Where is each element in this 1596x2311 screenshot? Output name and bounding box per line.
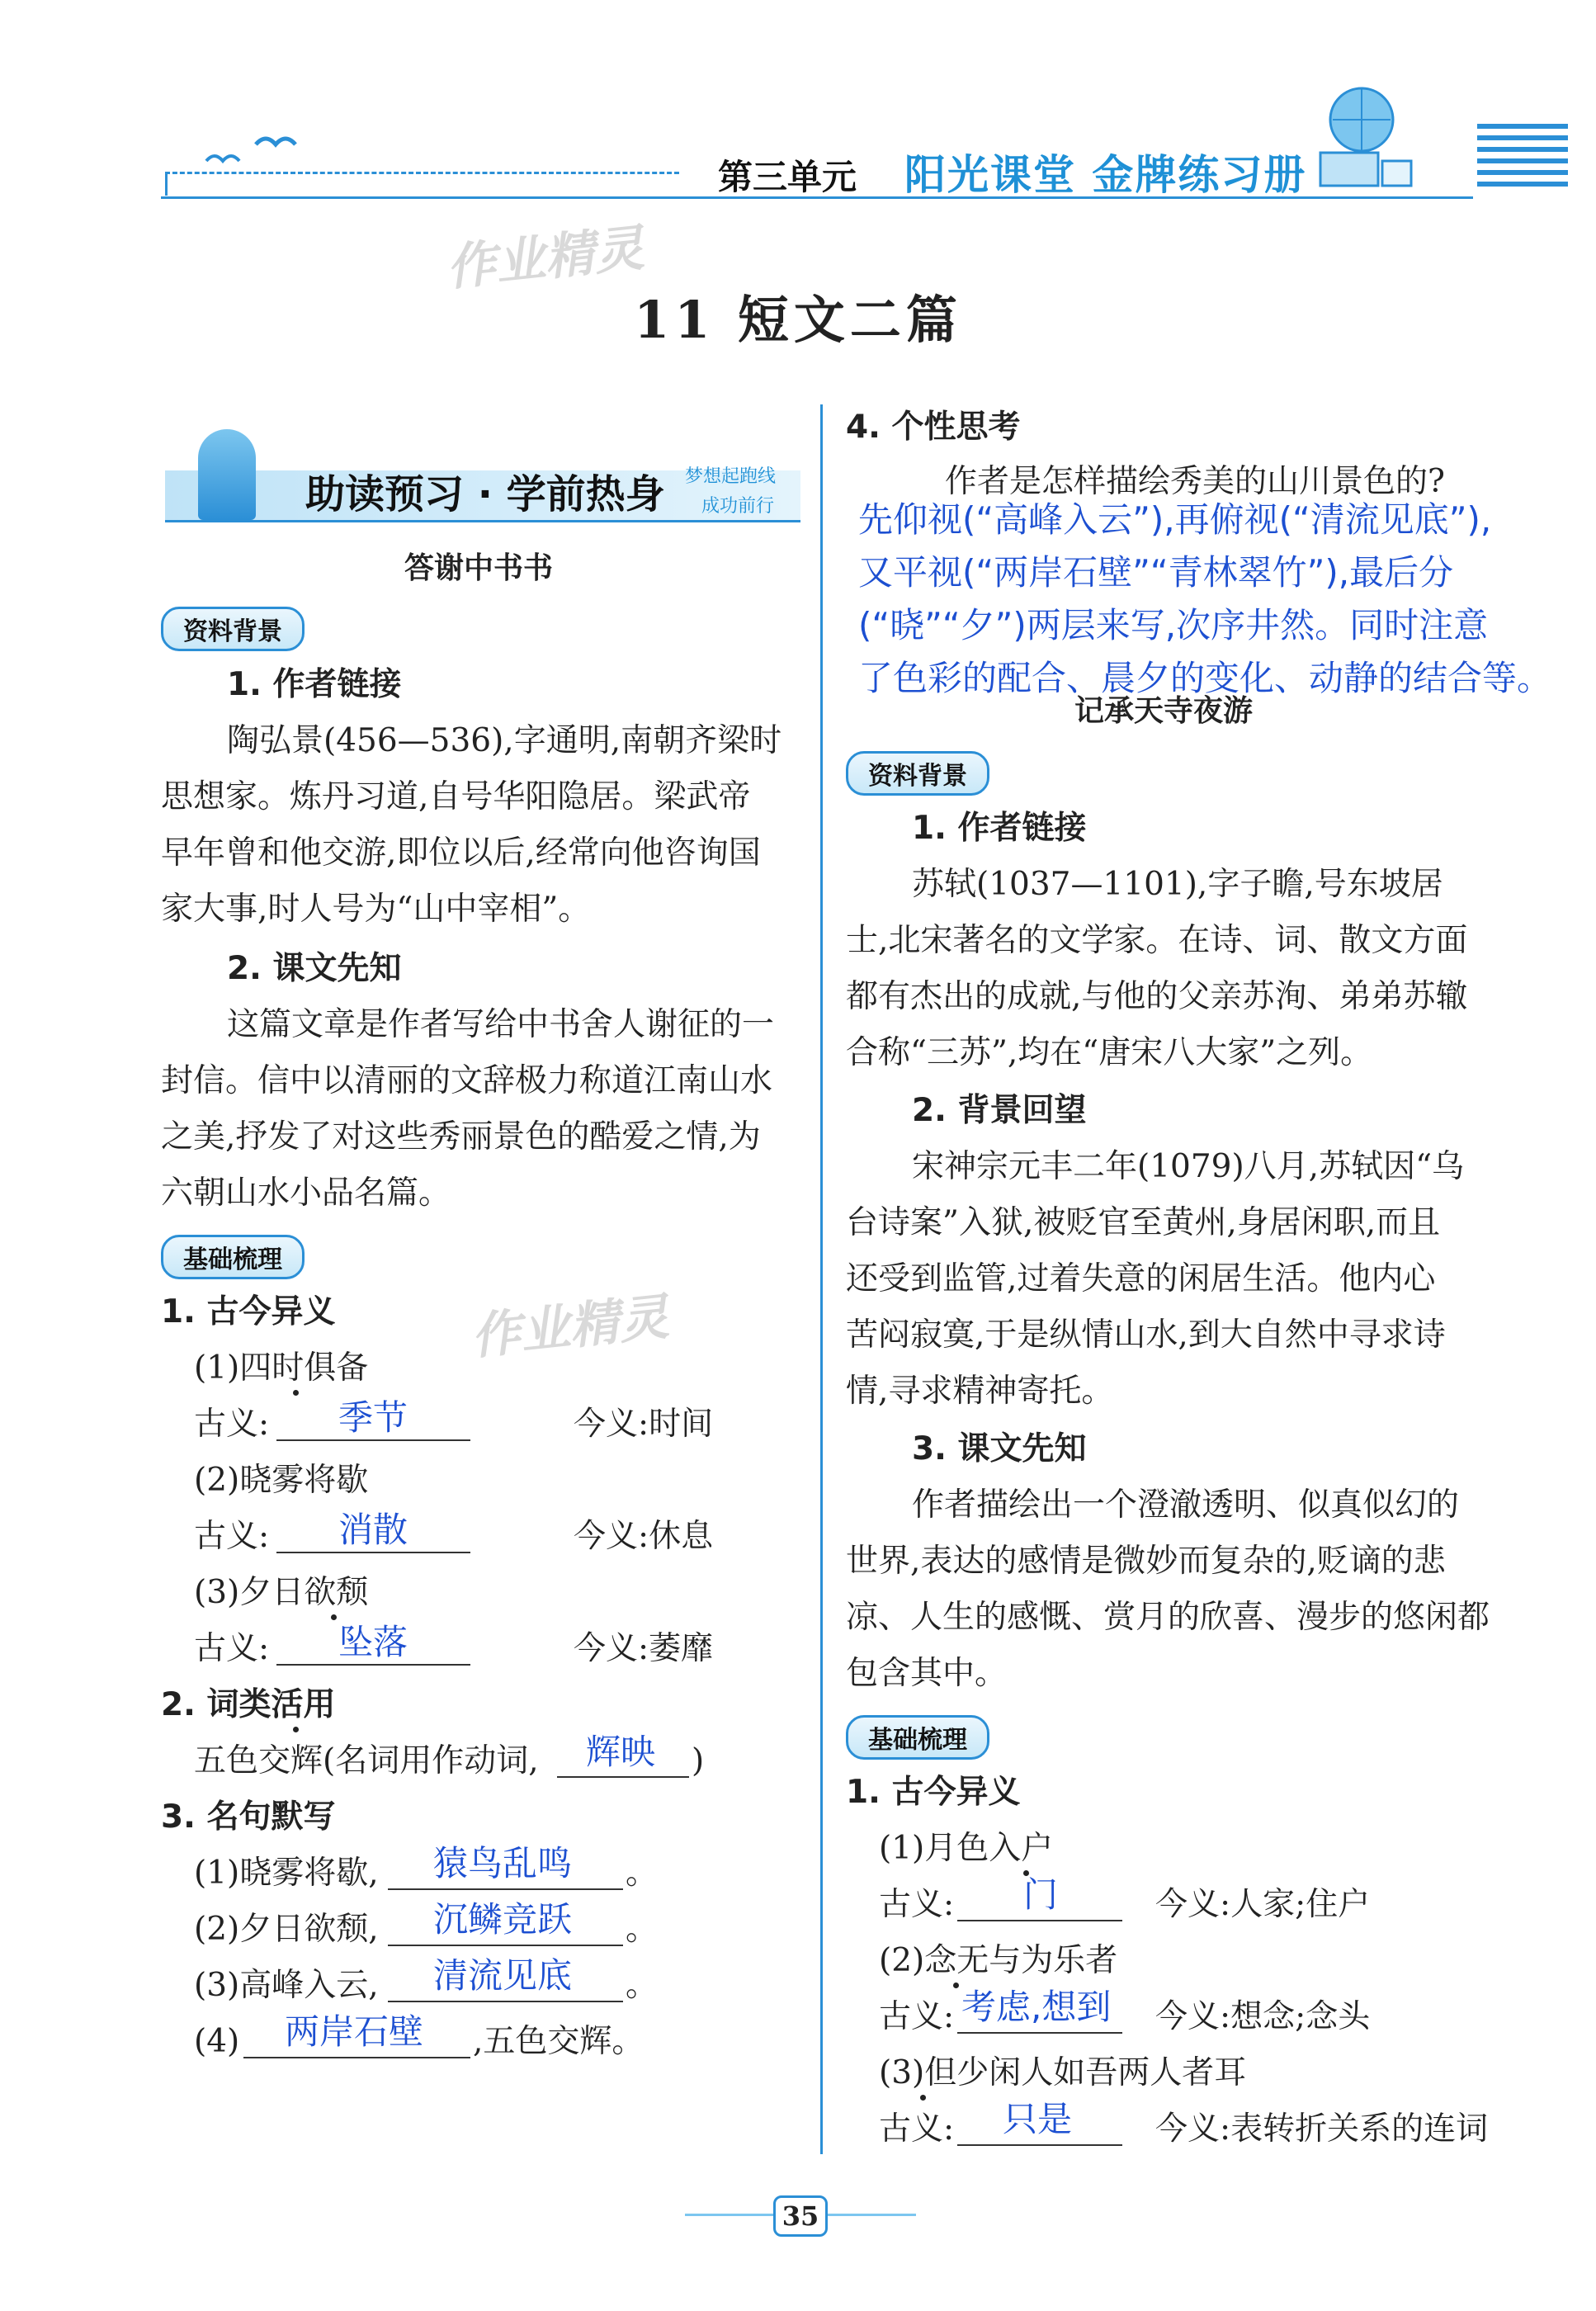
q2-heading: 2. 词类活用 — [161, 1686, 336, 1723]
answer-underline — [957, 1920, 1122, 1921]
answer-underline — [957, 2144, 1122, 2146]
author-paragraph-2: 苏轼(1037—1101),字子瞻,号东坡居 士,北宋著名的文学家。在诗、词、散文方面 都有杰出的成就,与他的父亲苏洵、弟弟苏辙 合称“三苏”,均在“唐宋八大家”之列。 — [846, 866, 1468, 1071]
author-paragraph: 陶弘景(456—536),字通明,南朝齐梁时 思想家。炼丹习道,自号华阳隐居。梁武帝 早年曾和他交游,即位以后,经常向他咨询国 家大事,时人号为“山中宰相”。 — [161, 722, 782, 928]
know-heading: 2. 课文先知 — [227, 950, 402, 987]
q1-item-3-prefix: 古义: — [194, 1630, 270, 1667]
q1r-item-1-now: 今义:人家;住户 — [1155, 1886, 1371, 1923]
q1-item-3-answer: 坠落 — [338, 1622, 408, 1662]
banner-subtitle-2: 成功前行 — [701, 496, 775, 517]
answer-underline — [388, 1945, 623, 1946]
answer-underline — [557, 1776, 689, 1778]
banner-title: 助读预习 · 学前热身 — [305, 471, 665, 517]
emphasis-dot — [920, 2095, 926, 2101]
q1r-item-3-phrase: (3)但少闲人如吾两人者耳 — [879, 2054, 1247, 2091]
page-title: 11 短文二篇 — [634, 290, 962, 350]
q1r-item-1-prefix: 古义: — [879, 1886, 955, 1923]
answer-underline — [243, 2057, 470, 2058]
answer-underline — [276, 1439, 470, 1441]
text-title-2: 记承天寺夜游 — [1074, 694, 1253, 728]
emphasis-dot — [293, 1727, 299, 1732]
q1r-item-3-now: 今义:表转折关系的连词 — [1155, 2110, 1489, 2148]
q1-item-1-answer: 季节 — [338, 1397, 408, 1438]
q1-item-3-now: 今义:萎靡 — [574, 1630, 714, 1667]
answer-underline — [388, 2001, 623, 2002]
q4-question: 作者是怎样描绘秀美的山川景色的? — [945, 463, 1445, 500]
section-banner — [165, 429, 800, 520]
banner-subtitle-1: 梦想起跑线 — [685, 466, 777, 487]
bg-paragraph: 宋神宗元丰二年(1079)八月,苏轼因“乌 台诗案”入狱,被贬官至黄州,身居闲职,而且 还受到监管,过着失意的闲居生活。他内心 苦闷寂寞,于是纵情山水,到大自然中寻求诗 情,寻求精神寄托。 — [846, 1148, 1465, 1410]
q1-item-1-now: 今义:时间 — [574, 1406, 714, 1443]
q1-item-1-prefix: 古义: — [194, 1406, 270, 1443]
q1-item-2-phrase: (2)晓雾将歇 — [194, 1462, 369, 1499]
q1r-item-2-prefix: 古义: — [879, 1998, 955, 2035]
know-paragraph: 这篇文章是作者写给中书舍人谢征的一 封信。信中以清丽的文辞极力称道江南山水 之美,抒发了对这些秀丽景色的酷爱之情,为 六朝山水小品名篇。 — [161, 1006, 775, 1212]
q4-heading: 4. 个性思考 — [846, 409, 1021, 446]
header-unit: 第三单元 — [718, 157, 857, 197]
q1r-item-3-answer: 只是 — [1003, 2099, 1073, 2139]
tag-background-2: 资料背景 — [846, 751, 989, 796]
q3-item-4-prefix: (4) — [194, 2023, 240, 2060]
q2-close: ) — [692, 1742, 705, 1779]
q2-line: 五色交辉(名词用作动词, — [194, 1742, 539, 1779]
q3-item-3-suffix: 。 — [626, 1967, 659, 2004]
q3-item-3-prefix: (3)高峰入云, — [194, 1967, 379, 2004]
q3-heading: 3. 名句默写 — [161, 1798, 336, 1836]
emphasis-dot — [293, 1390, 299, 1396]
emphasis-dot — [331, 1614, 337, 1620]
q3-item-1-suffix: 。 — [626, 1855, 659, 1892]
header-dash-line — [165, 172, 679, 196]
know-paragraph-2: 作者描绘出一个澄澈透明、似真似幻的 世界,表达的感情是微妙而复杂的,贬谪的悲 凉、人生的感慨、赏月的欣喜、漫步的悠闲都 包含其中。 — [846, 1486, 1490, 1692]
header-brand: 阳光课堂 金牌练习册 — [904, 151, 1307, 199]
q3-item-1-prefix: (1)晓雾将歇, — [194, 1855, 379, 1892]
author-heading-2: 1. 作者链接 — [912, 810, 1087, 847]
q3-item-2-suffix: 。 — [626, 1911, 659, 1948]
header-bars — [1477, 124, 1568, 200]
fountain-icon — [198, 429, 256, 520]
globe-icon — [1287, 74, 1419, 193]
column-divider — [820, 404, 823, 2154]
q3-item-3-answer: 清流见底 — [433, 1955, 573, 1996]
q1r-item-1-phrase: (1)月色入户 — [879, 1830, 1054, 1867]
tag-basic: 基础梳理 — [161, 1235, 305, 1279]
page-number: 35 — [773, 2195, 828, 2237]
q1r-item-2-now: 今义:想念;念头 — [1155, 1998, 1371, 2035]
bg-heading: 2. 背景回望 — [912, 1092, 1087, 1129]
answer-underline — [276, 1552, 470, 1553]
q1r-item-1-answer: 门 — [1023, 1874, 1059, 1915]
q3-item-2-prefix: (2)夕日欲颓, — [194, 1911, 379, 1948]
q1-item-2-answer: 消散 — [338, 1510, 408, 1550]
author-heading: 1. 作者链接 — [227, 666, 402, 703]
q2-answer: 辉映 — [586, 1732, 656, 1772]
tag-background: 资料背景 — [161, 607, 305, 651]
emphasis-dot — [953, 1983, 959, 1988]
q1r-item-2-answer: 考虑,想到 — [961, 1987, 1112, 2027]
know-heading-2: 3. 课文先知 — [912, 1430, 1087, 1467]
birds-decoration — [198, 124, 314, 177]
q1r-item-3-prefix: 古义: — [879, 2110, 955, 2148]
text-title: 答谢中书书 — [404, 551, 553, 585]
q3-item-1-answer: 猿鸟乱鸣 — [433, 1843, 573, 1883]
q1-item-1-phrase: (1)四时俱备 — [194, 1349, 369, 1387]
q1-heading: 1. 古今异义 — [161, 1293, 336, 1330]
q1-item-3-phrase: (3)夕日欲颓 — [194, 1574, 369, 1611]
q4-answer: 先仰视(“高峰入云”),再俯视(“清流见底”), 又平视(“两岸石壁”“青林翠竹”),最后分 (“晓”“夕”)两层来写,次序井然。同时注意 了色彩的配合、晨夕的变化、动静的结合等。 — [858, 499, 1552, 698]
q3-item-2-answer: 沉鳞竞跃 — [433, 1899, 573, 1940]
q1r-item-2-phrase: (2)念无与为乐者 — [879, 1942, 1118, 1979]
q3-item-4-answer: 两岸石壁 — [285, 2011, 424, 2052]
tag-basic-2: 基础梳理 — [846, 1715, 989, 1760]
q3-item-4-suffix: ,五色交辉。 — [473, 2023, 645, 2060]
q1-item-2-now: 今义:休息 — [574, 1518, 714, 1555]
q1-heading-2: 1. 古今异义 — [846, 1774, 1021, 1811]
q1-item-2-prefix: 古义: — [194, 1518, 270, 1555]
watermark: 作业精灵 — [468, 1288, 672, 1367]
answer-underline — [957, 2032, 1122, 2034]
answer-underline — [276, 1664, 470, 1666]
watermark: 作业精灵 — [443, 219, 647, 298]
answer-underline — [388, 1888, 623, 1890]
